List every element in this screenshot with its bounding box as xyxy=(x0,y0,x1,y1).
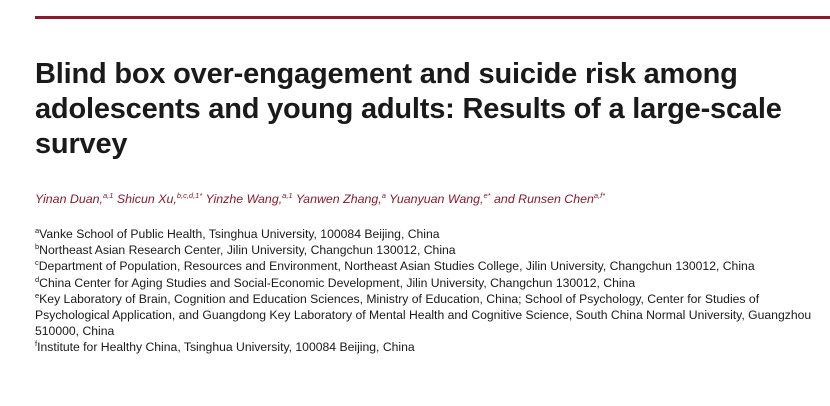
affiliation-mark: a xyxy=(35,226,40,235)
author-affiliation-marks: a xyxy=(381,191,386,200)
affiliation-list xyxy=(35,226,827,356)
affiliation-item xyxy=(35,242,827,258)
author-name: Yanwen Zhang, xyxy=(295,192,382,206)
author-name: and Runsen Chen xyxy=(494,192,594,206)
author-list xyxy=(35,191,825,207)
affiliation-text: Vanke School of Public Health, Tsinghua University, 100084 Beijing, China xyxy=(39,227,440,241)
affiliation-mark: f xyxy=(35,339,38,349)
affiliation-item xyxy=(35,275,827,291)
author[interactable] xyxy=(35,192,113,206)
affiliation-item xyxy=(35,226,827,242)
affiliation-item xyxy=(35,258,827,274)
author[interactable] xyxy=(117,192,202,206)
affiliation-text: Department of Population, Resources and Environment, Northeast Asian Studies College, Jilin University, Changchun 130012, China xyxy=(38,259,755,274)
author-affiliation-marks: a,1 xyxy=(282,191,293,200)
author-name: Yinan Duan, xyxy=(35,192,103,206)
author-affiliation-marks: a,1 xyxy=(102,191,114,200)
affiliation-item xyxy=(35,339,827,355)
author[interactable] xyxy=(205,192,292,206)
author-name: Shicun Xu, xyxy=(116,192,177,206)
author-affiliation-marks: b,c,d,1* xyxy=(176,191,203,200)
affiliation-text: Northeast Asian Research Center, Jilin University, Changchun 130012, China xyxy=(39,243,456,258)
author-affiliation-marks: a,f* xyxy=(593,191,606,200)
affiliation-item xyxy=(35,291,827,340)
author-affiliation-marks: e* xyxy=(483,191,491,200)
author[interactable] xyxy=(494,192,605,206)
top-rule xyxy=(35,16,830,19)
author-name: Yuanyuan Wang, xyxy=(389,192,484,206)
affiliation-mark: c xyxy=(35,258,39,268)
affiliation-mark: e xyxy=(35,290,40,300)
article-title: Blind box over-engagement and suicide risk among adolescents and young adults: Results of a large-scale survey xyxy=(35,58,782,160)
affiliation-text: China Center for Aging Studies and Social-Economic Development, Jilin University, Changchun 130012, China xyxy=(39,275,636,290)
affiliation-text: Key Laboratory of Brain, Cognition and Education Sciences, Ministry of Education, China; School of Psychology, Center for Studies of Psychological Application, and Guangdong Key Laboratory of Mental Health and Cognitive Science, South China Normal University, Guangzhou 510000, China xyxy=(35,291,812,339)
author[interactable] xyxy=(296,192,386,206)
affiliation-text: Institute for Healthy China, Tsinghua University, 100084 Beijing, China xyxy=(37,340,415,355)
affiliation-mark: d xyxy=(35,274,40,284)
author[interactable] xyxy=(389,192,490,206)
affiliation-mark: b xyxy=(35,242,40,252)
author-name: Yinzhe Wang, xyxy=(205,192,283,206)
